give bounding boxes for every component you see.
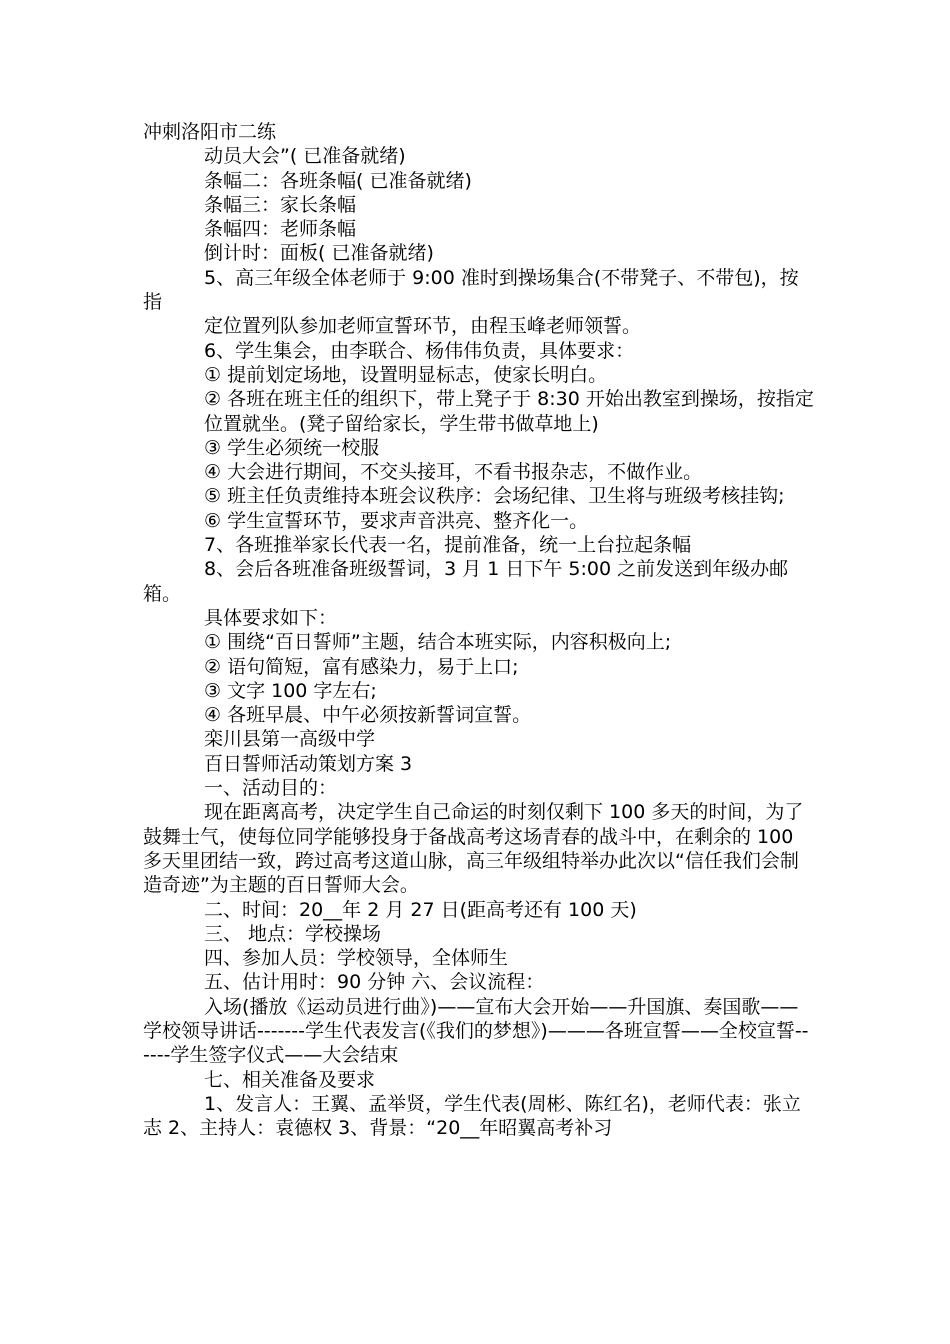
paragraph: 百日誓师活动策划方案 3: [204, 752, 413, 775]
paragraph: 栾川县第一高级中学: [204, 728, 376, 751]
paragraph: 6、学生集会，由李联合、杨伟伟负责，具体要求：: [204, 339, 635, 362]
paragraph: 四、参加人员：学校领导，全体师生: [204, 947, 509, 970]
paragraph: 条幅四：老师条幅: [204, 218, 357, 241]
paragraph: 7、各班推举家长代表一名，提前准备，统一上台拉起条幅: [204, 534, 692, 557]
paragraph: 入场(播放《运动员进行曲》)——宣布大会开始——升国旗、奏国歌——学校领导讲话-------学生代表发言(《我们的梦想》)———各班宣誓——全校宣誓------学生签字仪式——大会结束: [143, 995, 809, 1067]
paragraph: ⑤ 班主任负责维持本班会议秩序：会场纪律、卫生将与班级考核挂钩;: [204, 485, 785, 508]
paragraph: ⑥ 学生宣誓环节，要求声音洪亮、整齐化一。: [204, 509, 589, 532]
paragraph: ① 提前划定场地，设置明显标志，使家长明白。: [204, 363, 608, 386]
paragraph: 倒计时：面板( 已准备就绪): [204, 242, 434, 265]
paragraph: 一、活动目的：: [204, 777, 338, 800]
paragraph: 七、相关准备及要求: [204, 1068, 376, 1091]
paragraph: 5、高三年级全体老师于 9:00 准时到操场集合(不带凳子、不带包)，按指: [143, 266, 799, 314]
paragraph: ① 围绕“百日誓师”主题，结合本班实际，内容积极向上;: [204, 631, 672, 654]
paragraph: 条幅三：家长条幅: [204, 193, 357, 216]
paragraph: ② 语句简短，富有感染力，易于上口;: [204, 655, 519, 678]
paragraph: 1、发言人：王翼、孟举贤，学生代表(周彬、陈红名)，老师代表：张立志 2、主持人：袁德权 3、背景：“20__年昭翼高考补习: [143, 1092, 801, 1140]
paragraph: ③ 学生必须统一校服: [204, 436, 380, 459]
paragraph: 位置就坐。(凳子留给家长，学生带书做草地上): [204, 412, 599, 435]
paragraph: 五、估计用时：90 分钟 六、会议流程：: [204, 971, 545, 994]
paragraph: ④ 各班早晨、中午必须按新誓词宣誓。: [204, 704, 532, 727]
paragraph: 现在距离高考，决定学生自己命运的时刻仅剩下 100 多天的时间，为了鼓舞士气，使每位同学能够投身于备战高考这场青春的战斗中，在剩余的 100 多天里团结一致，跨过高考这道山脉，高三年级组特举办此次以“信任我们会制造奇迹”为主题的百日誓师大会。: [143, 801, 804, 897]
paragraph: ④ 大会进行期间，不交头接耳，不看书报杂志，不做作业。: [204, 461, 703, 484]
paragraph: 定位置列队参加老师宣誓环节，由程玉峰老师领誓。: [204, 315, 642, 338]
paragraph: 冲刺洛阳市二练: [143, 121, 277, 143]
paragraph: 三、 地点：学校操场: [204, 922, 382, 945]
paragraph: 二、时间：20__年 2 月 27 日(距高考还有 100 天): [204, 898, 637, 921]
paragraph: 条幅二：各班条幅( 已准备就绪): [204, 169, 472, 192]
paragraph: ③ 文字 100 字左右;: [204, 679, 377, 702]
document-body: [143, 120, 815, 1140]
paragraph: 具体要求如下：: [204, 606, 338, 629]
paragraph: ② 各班在班主任的组织下，带上凳子于 8:30 开始出教室到操场，按指定: [204, 388, 814, 411]
paragraph: 动员大会”( 已准备就绪): [204, 145, 406, 168]
paragraph: 8、会后各班准备班级誓词，3 月 1 日下午 5:00 之前发送到年级办邮箱。: [143, 558, 789, 605]
